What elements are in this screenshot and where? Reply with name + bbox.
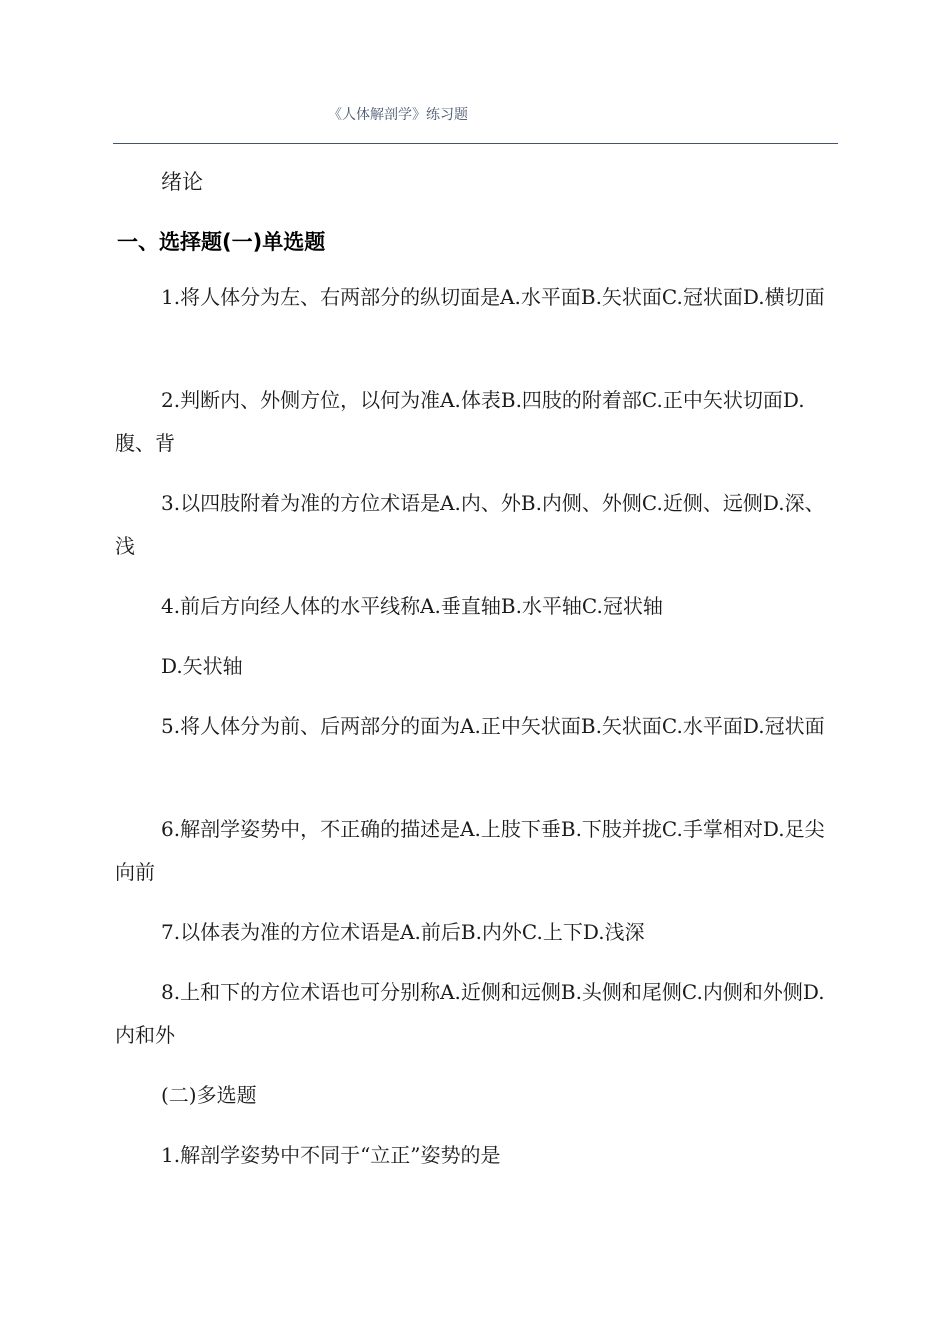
section-title: 绪论 [161,170,203,194]
question-2: 2.判断内、外侧方位，以何为准A.体表B.四肢的附着部C.正中矢状切面D.腹、背 [115,388,805,455]
question-7: 7.以体表为准的方位术语是A.前后B.内外C.上下D.浅深 [161,920,645,944]
section-heading: 一、选择题(一)单选题 [117,230,326,254]
question-4: 4.前后方向经人体的水平线称A.垂直轴B.水平轴C.冠状轴 [161,594,663,618]
question-4-option-d: D.矢状轴 [161,654,243,678]
question-1: 1.将人体分为左、右两部分的纵切面是A.水平面B.矢状面C.冠状面D.横切面 [161,285,825,309]
question-6: 6.解剖学姿势中，不正确的描述是A.上肢下垂B.下肢并拢C.手掌相对D.足尖向前 [115,817,825,884]
multi-question-1: 1.解剖学姿势中不同于“立正”姿势的是 [161,1143,501,1167]
question-3: 3.以四肢附着为准的方位术语是A.内、外B.内侧、外侧C.近侧、远侧D.深、浅 [115,491,825,558]
multi-choice-heading: (二)多选题 [161,1083,257,1107]
header-title: 《人体解剖学》练习题 [328,107,468,123]
question-8: 8.上和下的方位术语也可分别称A.近侧和远侧B.头侧和尾侧C.内侧和外侧D.内和外 [115,980,825,1047]
page-header [113,0,838,144]
question-5: 5.将人体分为前、后两部分的面为A.正中矢状面B.矢状面C.水平面D.冠状面 [161,714,825,738]
